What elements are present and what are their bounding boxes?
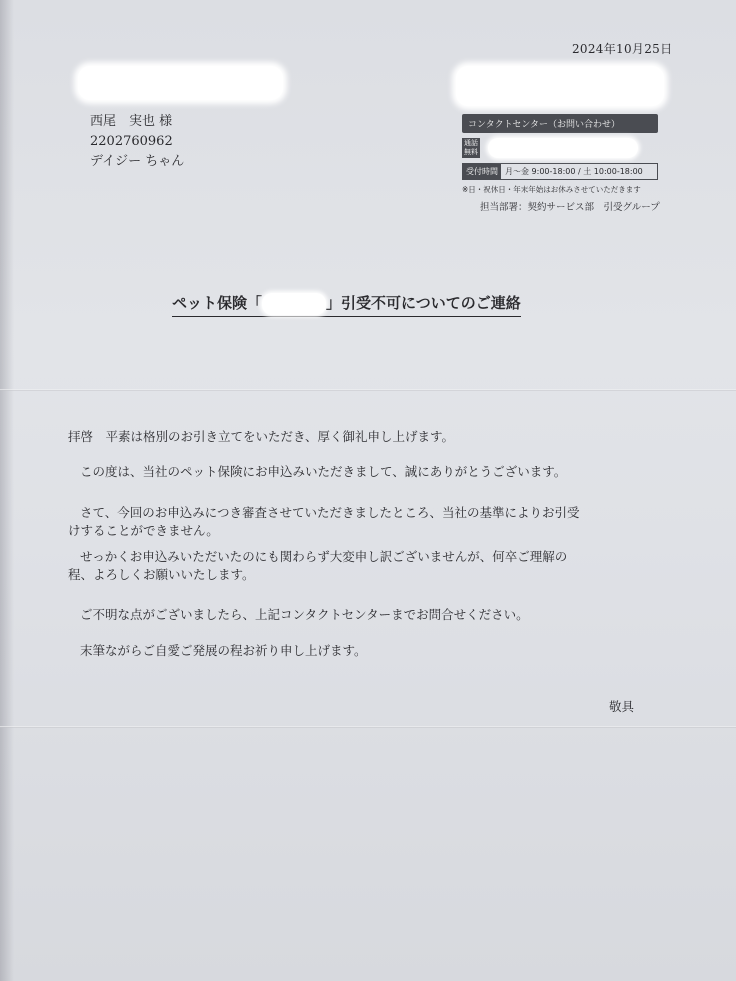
redacted-product-name (262, 293, 326, 315)
recipient-block (90, 112, 184, 172)
closing-keigu: 敬具 (609, 699, 635, 714)
letter-title (172, 292, 521, 317)
title-prefix: ペット保険「 (172, 294, 263, 312)
greeting: 拝啓 平素は格別のお引き立てをいただき、厚く御礼申し上げます。 (68, 429, 455, 444)
title-suffix: 」引受不可についてのご連絡 (326, 294, 521, 312)
letter-date: 2024年10月25日 (572, 42, 673, 56)
recipient-name: 西尾 実也 様 (90, 114, 173, 129)
hours-label: 受付時間 (463, 164, 501, 179)
free-dial-badge: 通話無料 (464, 139, 478, 156)
paragraph-decision-line2: けすることができません。 (68, 523, 219, 538)
fold-line-lower (0, 726, 736, 728)
paragraph-closing-wish: 末筆ながらご自愛ご発展の程お祈り申し上げます。 (80, 643, 367, 658)
pet-name: デイジー ちゃん (90, 154, 185, 169)
redacted-sender-address (78, 66, 283, 100)
contact-center-header: コンタクトセンター（お問い合わせ） (462, 114, 658, 133)
paragraph-inquiry: ご不明な点がございましたら、上記コンタクトセンターまでお問合せください。 (80, 607, 529, 622)
page-shadow (0, 0, 14, 981)
paragraph-decision-line1: さて、今回のお申込みにつき審査させていただきましたところ、当社の基準によりお引受 (80, 505, 580, 520)
redacted-phone-number (488, 138, 638, 158)
phone-row (462, 138, 658, 158)
fold-line-upper (0, 389, 736, 391)
paragraph-apology-line2: 程、よろしくお願いいたします。 (68, 567, 255, 582)
contact-center-box (462, 114, 658, 195)
office-hours (462, 163, 658, 180)
paragraph-thanks: この度は、当社のペット保険にお申込みいただきまして、誠にありがとうございます。 (80, 464, 567, 479)
policy-number: 2202760962 (90, 134, 173, 149)
holiday-note: ※日・祝休日・年末年始はお休みさせていただきます (462, 185, 641, 194)
paragraph-apology-line1: せっかくお申込みいただいたのにも関わらず大変申し訳ございませんが、何卒ご理解の (80, 549, 568, 564)
redacted-company-name (456, 66, 664, 106)
hours-value: 月～金 9:00-18:00 / 土 10:00-18:00 (505, 167, 643, 176)
department: 担当部署：契約サービス部 引受グループ (480, 202, 660, 213)
